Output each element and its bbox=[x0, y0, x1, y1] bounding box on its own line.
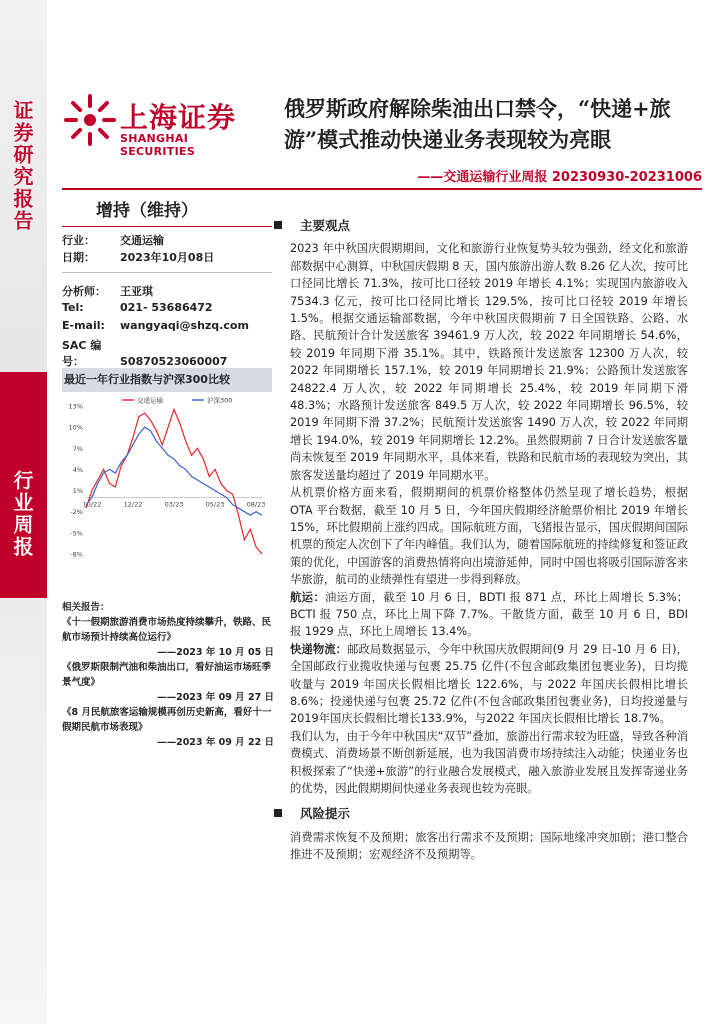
rating: 增持（维持） bbox=[96, 201, 198, 221]
related-item-title[interactable]: 《8 月民航旅客运输规模再创历史新高，看好十一假期民航市场表现》 bbox=[62, 707, 272, 733]
section-main-points bbox=[270, 217, 688, 234]
y-tick-label: 10% bbox=[68, 423, 83, 432]
date-label: 日期： bbox=[62, 251, 95, 264]
related-item-date: ——2023 年 09 月 27 日 bbox=[157, 692, 274, 703]
x-tick-label: 12/22 bbox=[123, 500, 143, 509]
section-title: 风险提示 bbox=[300, 806, 351, 822]
report-subtitle: ——交通运输行业周报 20230930-20231006 bbox=[417, 170, 702, 185]
series-line-industry bbox=[86, 410, 262, 555]
chart-title: 最近一年行业指数与沪深300比较 bbox=[62, 368, 272, 392]
analyst-value: 王亚琪 bbox=[120, 285, 153, 298]
industry-row bbox=[62, 232, 164, 248]
chart-plot bbox=[62, 394, 272, 562]
paragraph: 从机票价格方面来看，假期期间的机票价格整体仍然呈现了增长趋势，根据 OTA 平台数据，截至 10 月 5 日，今年国庆假期经济舱票价相比 2019 年增长 15%，环比假期前上涨约四成。国际航班方面，飞猪报告显示，国庆假期间国际机票的预定人次创下了年内峰值。我们认为，随着国际航班的持续修复和签证政策的优化，中国游客的消费热情将向出境游延伸，同时中国也将吸引国际游客来华旅游，航司的业绩弹性有望进一步得到释放。 bbox=[290, 486, 688, 587]
y-tick-label: -8% bbox=[70, 550, 83, 559]
sidebar-mid-label: 行业周报 bbox=[10, 470, 34, 558]
date-value: 2023年10月08日 bbox=[120, 251, 215, 264]
date-row bbox=[62, 249, 214, 265]
section-title: 主要观点 bbox=[300, 218, 351, 233]
sac-value: S0870523060007 bbox=[120, 355, 228, 368]
paragraph-label: 航运： bbox=[290, 590, 325, 604]
bullet-square-icon bbox=[274, 221, 282, 229]
sidebar-bottom-strip bbox=[0, 598, 47, 1024]
analyst-label: 分析师： bbox=[62, 285, 106, 298]
logo-mark-icon bbox=[62, 92, 118, 148]
title-divider bbox=[62, 188, 702, 190]
related-head: 相关报告： bbox=[62, 602, 110, 613]
sidebar bbox=[0, 0, 47, 1024]
tel-value: 021- 53686472 bbox=[120, 301, 213, 314]
info-divider bbox=[62, 272, 272, 273]
x-tick-label: 10/22 bbox=[82, 500, 102, 509]
index-chart bbox=[62, 368, 272, 590]
company-logo bbox=[62, 92, 262, 158]
report-title: 俄罗斯政府解除柴油出口禁令，“快递+旅游”模式推动快递业务表现较为亮眼 bbox=[284, 96, 671, 152]
paragraph-text: 邮政局数据显示，今年中秋国庆放假期间(9 月 29 日-10 月 6 日)，全国邮政行业揽收快递与包裹 25.75 亿件(不包含邮政集团包裹业务)，日均揽收量与 2019 年国庆长假相比增长 122.6%，与 2022 年国庆长假相比增长 8.6%；投递快递与包裹 25.72 亿件(不包含邮政集团包裹业务)，日均投递量与2019年国庆长假相比增长133.9%，与2022 年国庆长假相比增长 18.7%。 bbox=[290, 642, 688, 726]
paragraph-express bbox=[290, 641, 688, 728]
related-item-title[interactable]: 《俄罗斯限制汽油和柴油出口，看好油运市场旺季景气度》 bbox=[62, 662, 272, 688]
email-value[interactable]: wangyaqi@shzq.com bbox=[120, 319, 249, 332]
y-tick-label: 1% bbox=[72, 487, 83, 496]
chart-lines bbox=[86, 410, 262, 555]
rating-divider bbox=[62, 226, 272, 227]
tel-row bbox=[62, 301, 213, 314]
legend-label: 交通运输 bbox=[137, 396, 163, 405]
chart-legend bbox=[122, 396, 232, 405]
y-tick-label: 7% bbox=[72, 444, 83, 453]
sac-row bbox=[62, 337, 227, 369]
paragraph-label: 快递物流： bbox=[290, 642, 348, 656]
email-label: E-mail: bbox=[62, 319, 105, 332]
main-content bbox=[290, 217, 688, 864]
analyst-row bbox=[62, 283, 153, 299]
paragraph: 2023 年中秋国庆假期期间，文化和旅游行业恢复势头较为强劲，经文化和旅游部数据中心测算，中秋国庆假期 8 天，国内旅游出游人数 8.26 亿人次，按可比口径同比增长 71.3%，按可比口径较 2019 年增长 4.1%；实现国内旅游收入 7534.3 亿元，按可比口径同比增长 129.5%，按可比口径较 2019 年增长 1.5%。根据交通运输部数据，今年中秋国庆假期前 7 日全国铁路、公路、水路、民航预计合计发送旅客 39461.9 万人次，较 2022 年同期增长 54.6%，较 2019 年同期下滑 35.1%。其中，铁路预计发送旅客 12300 万人次，较 2022 年同期增长 157.1%，较 2019 年同期增长 21.9%；公路预计发送旅客 24822.4 万人次，较 2022 年同期增长 25.4%，较 2019 年同期下滑 48.3%；水路预计发送旅客 849.5 万人次，较 2022 年同期增长 96.5%，较 2019 年同期下滑 37.2%；民航预计发送旅客 1490 万人次，较 2022 年同期增长 194.0%，较 2019 年同期增长 12.2%。虽然假期前 7 日合计发送旅客量尚未恢复至 2019 年同期水平，具体来看，铁路和民航市场的表现较为突出，其旅客发送量均超过了 2019 年同期水平。 bbox=[290, 242, 688, 482]
paragraph: 我们认为，由于今年中秋国庆“双节”叠加，旅游出行需求较为旺盛，导致各种消费模式、消费场景不断创新延展，也为我国消费市场持续注入动能；快递业务也积极探索了“快递+旅游”的行业融合发展模式，融入旅游业发展且发挥寄递业务的优势，因此假期期间快递业务表现也较为亮眼。 bbox=[290, 729, 688, 795]
section-risk bbox=[270, 805, 688, 822]
y-tick-label: 4% bbox=[72, 465, 83, 474]
logo-en-text: SHANGHAI SECURITIES bbox=[120, 132, 196, 158]
sidebar-top-label: 证券研究报告 bbox=[10, 100, 34, 232]
industry-value: 交通运输 bbox=[120, 234, 164, 247]
related-item-title[interactable]: 《十一假期旅游消费市场热度持续攀升，铁路、民航市场预计持续高位运行》 bbox=[62, 617, 272, 643]
tel-label: Tel: bbox=[62, 301, 84, 314]
legend-label: 沪深300 bbox=[207, 396, 233, 405]
paragraph: 消费需求恢复不及预期；旅客出行需求不及预期；国际地缘冲突加剧；港口整合推进不及预期；宏观经济不及预期等。 bbox=[290, 830, 688, 862]
y-tick-label: 13% bbox=[68, 402, 83, 411]
paragraph-text: 油运方面，截至 10 月 6 日，BDTI 报 871 点，环比上周增长 5.3%；BCTI 报 750 点，环比上周下降 7.7%。干散货方面，截至 10 月 6 日，BDI 报 1929 点，环比上周增长 13.4%。 bbox=[290, 590, 688, 639]
related-item-date: ——2023 年 09 月 22 日 bbox=[157, 737, 274, 748]
email-row bbox=[62, 319, 249, 332]
x-tick-label: 08/23 bbox=[246, 500, 266, 509]
paragraph-shipping bbox=[290, 589, 688, 641]
industry-label: 行业： bbox=[62, 234, 95, 247]
y-tick-label: -2% bbox=[70, 508, 83, 517]
y-tick-label: -5% bbox=[70, 529, 83, 538]
x-tick-label: 05/23 bbox=[205, 500, 225, 509]
related-item-date: ——2023 年 10 月 05 日 bbox=[157, 647, 274, 658]
bullet-square-icon bbox=[274, 809, 282, 817]
logo-cn-text: 上海证券 bbox=[120, 101, 237, 134]
chart-y-ticks bbox=[69, 403, 83, 559]
sac-label: SAC 编号： bbox=[62, 339, 102, 368]
related-reports bbox=[62, 600, 274, 750]
x-tick-label: 03/23 bbox=[164, 500, 184, 509]
